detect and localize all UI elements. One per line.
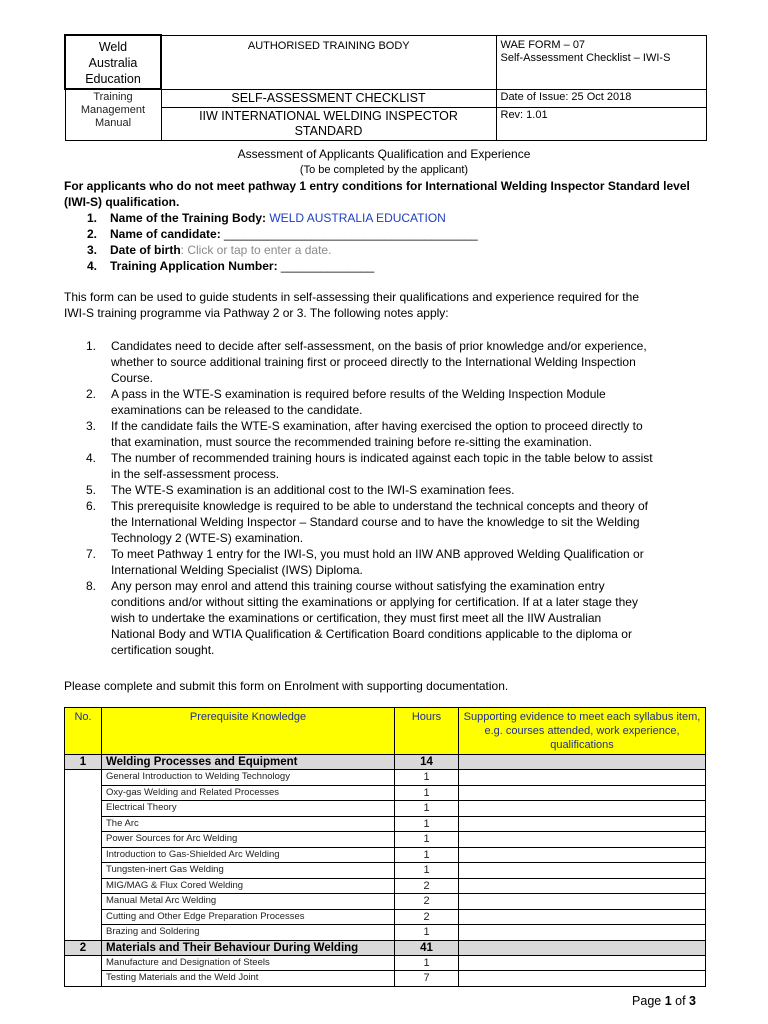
document-title: Assessment of Applicants Qualification and Experience — [237, 147, 531, 161]
guide-line-1: This form can be used to guide students in self-assessing their qualifications and experience required for the — [64, 290, 639, 304]
table-row: MIG/MAG & Flux Cored Welding 2 — [65, 878, 706, 894]
note-item: 5. The WTE-S examination is an additional cost to the IWI-S examination fees. — [86, 483, 515, 497]
intro-line-1: For applicants who do not meet pathway 1 entry conditions for International Welding Inspector Standard level — [64, 179, 690, 193]
section-row: 1 Welding Processes and Equipment 14 — [65, 755, 706, 770]
prerequisite-table — [64, 707, 706, 987]
note-item: 8. Any person may enrol and attend this training course without satisfying the examination entry conditions and/or without sitting the examinations or applying for certification. If at a later stage they wish to undertake the examinations or certification, they must first meet all the IIW Australian National Body and WTIA Qualification & Certification Board conditions applicable to the diploma or certification sought. — [86, 579, 638, 657]
field-application-number: 4. Training Application Number: ______________ — [87, 259, 375, 273]
evidence-cell[interactable] — [459, 785, 706, 801]
notes-list — [64, 338, 704, 658]
evidence-cell[interactable] — [459, 801, 706, 817]
col-knowledge-header: Prerequisite Knowledge — [102, 708, 395, 755]
col-hours-header: Hours — [395, 708, 459, 755]
manual-name: Training Management Manual — [65, 89, 161, 140]
note-item: 7. To meet Pathway 1 entry for the IWI-S, you must hold an IIW ANB approved Welding Qualification or International Welding Specialist (IWS) Diploma. — [86, 547, 644, 577]
page-number: Page 1 of 3 — [632, 994, 696, 1008]
standard-title: IIW INTERNATIONAL WELDING INSPECTOR STANDARD — [161, 107, 496, 140]
table-row: Oxy-gas Welding and Related Processes 1 — [65, 785, 706, 801]
note-item: 1. Candidates need to decide after self-assessment, on the basis of prior knowledge and/or experience, whether to source additional training first or proceed directly to the International Welding Inspection Course. — [86, 339, 647, 385]
table-row: General Introduction to Welding Technology 1 — [65, 770, 706, 786]
evidence-cell[interactable] — [459, 816, 706, 832]
field-date-of-birth: 3. Date of birth: Click or tap to enter a date. — [87, 243, 332, 257]
submit-instruction: Please complete and submit this form on Enrolment with supporting documentation. — [64, 679, 509, 693]
field-candidate-name: 2. Name of candidate: ______________________________________ — [87, 227, 478, 241]
guide-line-2: IWI-S training programme via Pathway 2 or 3. The following notes apply: — [64, 306, 449, 320]
table-header-row — [65, 708, 706, 755]
table-row: Manual Metal Arc Welding 2 — [65, 894, 706, 910]
col-no-header: No. — [65, 708, 102, 755]
evidence-cell[interactable] — [459, 955, 706, 971]
evidence-cell[interactable] — [459, 863, 706, 879]
note-item: 4. The number of recommended training hours is indicated against each topic in the table below to assist in the self-assessment process. — [86, 451, 653, 481]
evidence-cell[interactable] — [459, 909, 706, 925]
checklist-title: SELF-ASSESSMENT CHECKLIST — [161, 89, 496, 107]
note-item: 6. This prerequisite knowledge is required to be able to understand the technical concepts and theory of the International Welding Inspector – Standard course and to have the knowledge to sit the Welding Technology 2 (WTE-S) examination. — [86, 499, 648, 545]
form-identifier: WAE FORM – 07 Self-Assessment Checklist – IWI-S — [496, 35, 706, 89]
evidence-cell[interactable] — [459, 770, 706, 786]
evidence-cell[interactable] — [459, 832, 706, 848]
note-item: 2. A pass in the WTE-S examination is required before results of the Welding Inspection Module examinations can be released to the candidate. — [86, 387, 606, 417]
issue-date: Date of Issue: 25 Oct 2018 — [496, 89, 706, 107]
evidence-cell[interactable] — [459, 847, 706, 863]
evidence-cell[interactable] — [459, 755, 706, 770]
table-row: Cutting and Other Edge Preparation Processes 2 — [65, 909, 706, 925]
table-row: Manufacture and Designation of Steels 1 — [65, 955, 706, 971]
table-row: Tungsten-inert Gas Welding 1 — [65, 863, 706, 879]
authorised-training-body: AUTHORISED TRAINING BODY — [161, 35, 496, 89]
col-evidence-header: Supporting evidence to meet each syllabus item, e.g. courses attended, work experience, qualifications — [459, 708, 706, 755]
section-row: 2 Materials and Their Behaviour During Welding 41 — [65, 940, 706, 955]
intro-line-2: (IWI-S) qualification. — [64, 195, 180, 209]
field-training-body: 1. Name of the Training Body: WELD AUSTRALIA EDUCATION — [87, 211, 446, 225]
candidate-name-input[interactable]: ______________________________________ — [224, 227, 478, 241]
evidence-cell[interactable] — [459, 878, 706, 894]
organisation-name: Weld Australia Education — [65, 35, 161, 89]
table-row: Power Sources for Arc Welding 1 — [65, 832, 706, 848]
form-header — [64, 34, 707, 141]
table-row: Testing Materials and the Weld Joint 7 — [65, 971, 706, 987]
evidence-cell[interactable] — [459, 894, 706, 910]
table-row: Electrical Theory 1 — [65, 801, 706, 817]
evidence-cell[interactable] — [459, 971, 706, 987]
revision: Rev: 1.01 — [496, 107, 706, 140]
application-number-input[interactable]: ______________ — [280, 259, 375, 273]
evidence-cell[interactable] — [459, 925, 706, 941]
training-body-value[interactable]: WELD AUSTRALIA EDUCATION — [269, 211, 446, 225]
date-of-birth-picker[interactable]: : Click or tap to enter a date. — [180, 243, 332, 257]
evidence-cell[interactable] — [459, 940, 706, 955]
table-row: Introduction to Gas-Shielded Arc Welding 1 — [65, 847, 706, 863]
table-row: Brazing and Soldering 1 — [65, 925, 706, 941]
table-row: The Arc 1 — [65, 816, 706, 832]
note-item: 3. If the candidate fails the WTE-S examination, after having exercised the option to proceed directly to that examination, must source the recommended training before re-sitting the examination. — [86, 419, 643, 449]
document-subtitle: (To be completed by the applicant) — [299, 164, 469, 176]
